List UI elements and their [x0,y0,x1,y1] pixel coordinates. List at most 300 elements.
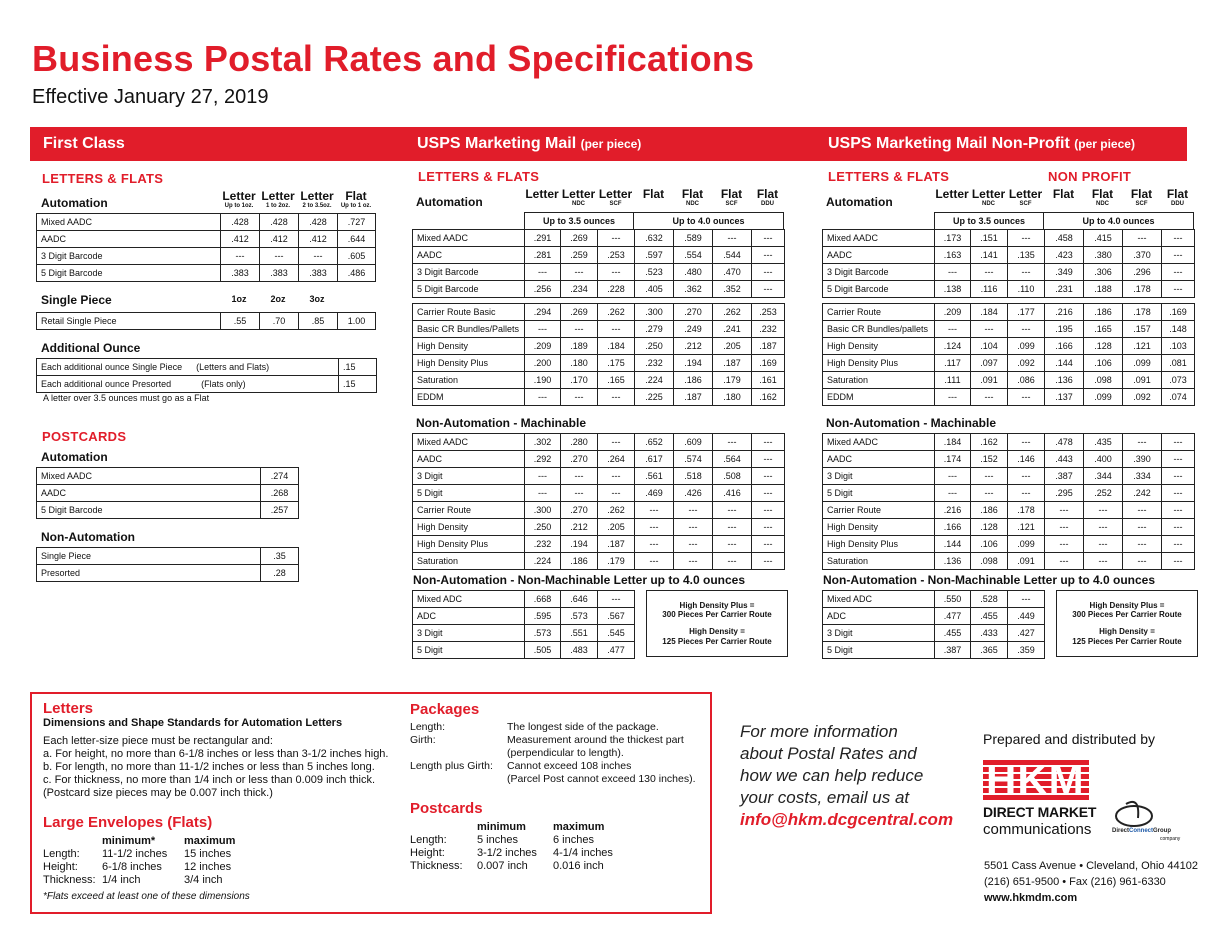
rate-cell: --- [1008,468,1045,485]
table-row [413,372,785,389]
rate-cell: --- [1045,519,1084,536]
rate-cell: .455 [935,625,971,642]
table-row [823,468,1195,485]
rate-cell: .362 [674,281,713,298]
row-label: Mixed AADC [37,468,261,485]
rate-cell: .426 [674,485,713,502]
row-label: 3 Digit Barcode [37,248,221,265]
table-row [413,281,785,298]
rate-cell: .291 [525,230,561,247]
row-label: Retail Single Piece [37,313,221,330]
table-row [823,247,1195,264]
rate-cell: .098 [1084,372,1123,389]
dcg-logo-icon [1104,796,1194,842]
rate-cell: --- [598,264,635,281]
rate-cell: .550 [935,591,971,608]
rate-cell: .216 [1045,304,1084,321]
rate-cell: .186 [674,372,713,389]
rate-cell: --- [1123,230,1162,247]
table-row [823,389,1195,406]
phone-fax: (216) 651-9500 • Fax (216) 961-6330 [984,876,1166,888]
rate-cell: .387 [935,642,971,659]
rate-cell: --- [674,536,713,553]
row-label: High Density Plus [823,355,935,372]
rate-cell: .200 [525,355,561,372]
rate-cell: --- [935,321,971,338]
fc-additional-ounce-table [36,358,377,393]
rate-cell: .443 [1045,451,1084,468]
rate-cell: .508 [713,468,752,485]
rate-cell: --- [752,281,785,298]
rate-cell: --- [713,536,752,553]
rate-cell: --- [525,485,561,502]
rate-cell: .232 [752,321,785,338]
rate-cell: .225 [635,389,674,406]
table-row [823,321,1195,338]
rate-cell: .55 [221,313,260,330]
rate-cell: .212 [674,338,713,355]
row-label: 3 Digit [413,625,525,642]
weight-header: 2oz [270,294,286,304]
rate-cell: --- [525,389,561,406]
rate-cell: .300 [635,304,674,321]
row-label: Each additional ounce Presorted (Flats only) [37,376,339,393]
np-automation-table [822,229,1195,298]
rate-cell: .179 [598,553,635,570]
rate-cell: .296 [1123,264,1162,281]
rate-cell: .194 [561,536,598,553]
weight-header: 1oz [231,294,247,304]
column-header: Flat DDU [756,187,779,207]
rate-cell: .270 [561,502,598,519]
column-header: Letter [525,187,559,201]
fc-automation-table [36,213,376,282]
rate-cell: .652 [635,434,674,451]
row-label: Saturation [413,553,525,570]
rate-cell: .092 [1123,389,1162,406]
rate-cell: .152 [971,451,1008,468]
rate-cell: .544 [713,247,752,264]
rate-cell: --- [598,591,635,608]
table-row [823,230,1195,247]
rate-cell: .092 [1008,355,1045,372]
rate-cell: .551 [561,625,598,642]
rate-cell: --- [1162,468,1195,485]
rate-cell: .250 [635,338,674,355]
rate-cell: .428 [260,214,299,231]
rate-cell: .564 [713,451,752,468]
rate-cell: .174 [935,451,971,468]
dcg-logo-text: DirectConnectGroup [1112,828,1172,834]
row-label: AADC [37,485,261,502]
row-label: Mixed ADC [823,591,935,608]
table-row [823,338,1195,355]
letters-flats-heading: LETTERS & FLATS [418,169,540,184]
row-label: High Density [413,338,525,355]
rate-cell: .175 [598,355,635,372]
rate-cell: .128 [1084,338,1123,355]
rate-cell: --- [1008,264,1045,281]
row-label: EDDM [413,389,525,406]
letters-heading: Letters [43,700,94,717]
rate-cell: .545 [598,625,635,642]
row-label: 3 Digit [823,625,935,642]
rate-cell: .189 [561,338,598,355]
rate-cell: .268 [261,485,299,502]
row-label: 5 Digit Barcode [413,281,525,298]
column-header: Flat DDU [1166,187,1189,207]
rate-cell: .098 [971,553,1008,570]
rate-cell: .609 [674,434,713,451]
rate-cell: .169 [752,355,785,372]
rate-cell: .523 [635,264,674,281]
rate-cell: .180 [713,389,752,406]
rate-cell: .074 [1162,389,1195,406]
row-label: AADC [37,231,221,248]
rate-cell: --- [1008,434,1045,451]
single-piece-heading: Single Piece [41,293,112,307]
rate-cell: .427 [1008,625,1045,642]
np-non-machinable-table [822,590,1045,659]
rate-cell: .209 [525,338,561,355]
rate-cell: .269 [561,230,598,247]
rate-cell: .435 [1084,434,1123,451]
rate-cell: .412 [221,231,260,248]
rate-cell: .212 [561,519,598,536]
effective-date: Effective January 27, 2019 [32,86,269,108]
rate-cell: .455 [971,608,1008,625]
row-label: High Density Plus [413,536,525,553]
rate-cell: .099 [1008,338,1045,355]
rate-cell: .253 [752,304,785,321]
rate-cell: .281 [525,247,561,264]
rate-cell: .162 [971,434,1008,451]
rate-cell: .165 [1084,321,1123,338]
rate-cell: .136 [935,553,971,570]
hkm-logo-text: HKM [986,756,1085,803]
rate-cell: .415 [1084,230,1123,247]
rate-cell: .390 [1123,451,1162,468]
rate-cell: .405 [635,281,674,298]
table-row [823,451,1195,468]
rate-cell: --- [752,468,785,485]
rate-cell: --- [1162,230,1195,247]
table-row [37,485,299,502]
column-header: Flat [1052,187,1075,201]
band-marketing-mail: USPS Marketing Mail (per piece) [417,135,642,152]
table-row [413,591,635,608]
rate-cell: .138 [935,281,971,298]
rate-cell: --- [1084,502,1123,519]
column-header: Flat Up to 1 oz. [340,189,372,209]
rate-cell: --- [1123,519,1162,536]
rate-cell: .186 [1084,304,1123,321]
rate-cell: .111 [935,372,971,389]
rate-cell: .241 [713,321,752,338]
table-row [413,625,635,642]
rate-cell: --- [752,247,785,264]
fc-single-piece-table [36,312,376,330]
rate-cell: .179 [713,372,752,389]
np-carrier-route-table [822,303,1195,406]
rate-cell: .195 [1045,321,1084,338]
rate-cell: .458 [1045,230,1084,247]
rate-cell: --- [752,230,785,247]
letters-flats-heading: LETTERS & FLATS [828,169,950,184]
table-row [413,338,785,355]
rate-cell: .383 [299,265,338,282]
rate-cell: --- [1162,434,1195,451]
rate-cell: .187 [674,389,713,406]
row-label: 3 Digit [413,468,525,485]
rate-cell: .136 [1045,372,1084,389]
table-row [37,468,299,485]
rate-cell: --- [635,502,674,519]
table-row [413,608,635,625]
mm-non-machinable-table [412,590,635,659]
ounce-header: Up to 3.5 ounces Up to 4.0 ounces [524,212,784,229]
rate-cell: .605 [338,248,376,265]
fc-postcards-automation-table [36,467,299,519]
rate-cell: --- [752,451,785,468]
rate-cell: .086 [1008,372,1045,389]
table-row [37,376,377,393]
rate-cell: .173 [935,230,971,247]
rate-cell: .567 [598,608,635,625]
row-label: Each additional ounce Single Piece (Letters and Flats) [37,359,339,376]
rate-cell: .262 [713,304,752,321]
rate-cell: .099 [1008,536,1045,553]
rate-cell: --- [598,468,635,485]
rate-cell: --- [1162,264,1195,281]
row-label: Mixed AADC [413,230,525,247]
rate-cell: --- [935,264,971,281]
rate-cell: .264 [598,451,635,468]
table-row [413,468,785,485]
rate-cell: --- [674,502,713,519]
table-row [823,519,1195,536]
rate-cell: --- [1045,553,1084,570]
rate-cell: .416 [713,485,752,502]
rate-cell: --- [598,485,635,502]
rate-cell: .234 [561,281,598,298]
rate-cell: --- [635,536,674,553]
rate-cell: .224 [635,372,674,389]
rate-cell: --- [752,553,785,570]
rate-cell: .117 [935,355,971,372]
rate-cell: .116 [971,281,1008,298]
rate-cell: .85 [299,313,338,330]
table-row [37,502,299,519]
rate-cell: .412 [299,231,338,248]
rate-cell: --- [935,485,971,502]
rate-cell: .349 [1045,264,1084,281]
row-label: Carrier Route [823,502,935,519]
rate-cell: .124 [935,338,971,355]
non-automation-heading: Non-Automation [41,530,135,544]
rate-cell: .103 [1162,338,1195,355]
rate-cell: .727 [338,214,376,231]
rate-cell: .270 [674,304,713,321]
rate-cell: --- [713,230,752,247]
band-non-profit: USPS Marketing Mail Non-Profit (per piece) [828,135,1135,152]
rate-cell: --- [1084,536,1123,553]
postcards-spec-table: minimum maximum Length: 5 inches 6 inches Height: 3-1/2 inches 4-1/4 inches Thickness: 0.007 inch 0.016 inch [410,821,613,872]
rate-cell: .469 [635,485,674,502]
rate-cell: .166 [935,519,971,536]
table-row [823,304,1195,321]
rate-cell: --- [1123,553,1162,570]
rate-cell: .091 [971,372,1008,389]
row-label: Single Piece [37,548,261,565]
rate-cell: .178 [1008,502,1045,519]
rate-cell: .617 [635,451,674,468]
rate-cell: .242 [1123,485,1162,502]
rate-cell: --- [561,264,598,281]
table-row [413,485,785,502]
rate-cell: .668 [525,591,561,608]
dcg-logo-company: company [1160,836,1181,842]
row-label: Mixed AADC [413,434,525,451]
column-header: Letter SCF [598,187,633,207]
rate-cell: --- [561,389,598,406]
row-label: 5 Digit [413,485,525,502]
rate-cell: --- [561,485,598,502]
rate-cell: .646 [561,591,598,608]
automation-heading: Automation [41,196,108,210]
column-header: Letter Up to 1oz. [222,189,256,209]
row-label: 5 Digit Barcode [37,265,221,282]
rate-cell: .099 [1123,355,1162,372]
rate-cell: --- [1008,321,1045,338]
np-density-note: High Density Plus = 300 Pieces Per Carrier Route High Density = 125 Pieces Per Carrier Route [1056,590,1198,657]
rate-cell: .209 [935,304,971,321]
row-label: AADC [413,247,525,264]
rate-cell: --- [1162,247,1195,264]
rate-cell: .097 [971,355,1008,372]
rate-cell: .257 [261,502,299,519]
rate-cell: .597 [635,247,674,264]
website-link[interactable]: www.hkmdm.com [984,892,1078,904]
rate-cell: .295 [1045,485,1084,502]
rate-cell: --- [1084,553,1123,570]
rate-cell: --- [971,485,1008,502]
rate-cell: --- [561,468,598,485]
rate-cell: .232 [525,536,561,553]
rate-cell: --- [1162,519,1195,536]
rate-cell: --- [713,519,752,536]
rate-cell: .157 [1123,321,1162,338]
rate-cell: --- [1008,389,1045,406]
large-envelopes-table: minimum* maximum Length: 11-1/2 inches 15 inches Height: 6-1/8 inches 12 inches Thickness: 1/4 inch 3/4 inch [43,835,236,886]
row-label: 3 Digit Barcode [413,264,525,281]
rate-cell: .151 [971,230,1008,247]
address: 5501 Cass Avenue • Cleveland, Ohio 44102 [984,860,1199,872]
rate-cell: --- [299,248,338,265]
row-label: High Density [823,519,935,536]
column-header: Letter 2 to 3.5oz. [300,189,334,209]
rate-cell: .224 [525,553,561,570]
rate-cell: .470 [713,264,752,281]
row-label: High Density Plus [413,355,525,372]
table-row [413,434,785,451]
row-label: 5 Digit Barcode [37,502,261,519]
rate-cell: .644 [338,231,376,248]
rate-cell: .256 [525,281,561,298]
row-label: High Density [823,338,935,355]
rate-cell: .121 [1123,338,1162,355]
contact-email-link[interactable]: info@hkm.dcgcentral.com [740,810,954,829]
rate-cell: --- [1123,434,1162,451]
row-label: AADC [823,247,935,264]
rate-cell: .292 [525,451,561,468]
rate-cell: --- [1008,591,1045,608]
row-label: High Density [413,519,525,536]
rate-cell: .428 [221,214,260,231]
rate-cell: .589 [674,230,713,247]
non-machinable-heading: Non-Automation - Non-Machinable Letter up to 4.0 ounces [823,573,1156,587]
row-label: Mixed AADC [823,230,935,247]
rate-cell: .300 [525,502,561,519]
rate-cell: .250 [525,519,561,536]
rate-cell: .574 [674,451,713,468]
automation-heading: Automation [416,195,483,209]
rate-cell: .433 [971,625,1008,642]
row-label: ADC [413,608,525,625]
rate-cell: .306 [1084,264,1123,281]
rate-cell: .188 [1084,281,1123,298]
rate-cell: --- [1162,451,1195,468]
rate-cell: .269 [561,304,598,321]
rate-cell: .573 [561,608,598,625]
rate-cell: .249 [674,321,713,338]
rate-cell: .477 [598,642,635,659]
row-label: Saturation [823,372,935,389]
rate-cell: --- [1162,536,1195,553]
rate-cell: --- [1045,502,1084,519]
rate-cell: --- [752,264,785,281]
rate-cell: .400 [1084,451,1123,468]
column-header: Letter 1 to 2oz. [261,189,295,209]
table-row [823,625,1045,642]
rate-cell: .70 [260,313,299,330]
row-label: Presorted [37,565,261,582]
row-label: Saturation [823,553,935,570]
rate-cell: .137 [1045,389,1084,406]
table-row [37,265,376,282]
rate-cell: .177 [1008,304,1045,321]
row-label: AADC [823,451,935,468]
mm-automation-table [412,229,785,298]
rate-cell: .178 [1123,304,1162,321]
rate-cell: .387 [1045,468,1084,485]
rate-cell: --- [752,536,785,553]
rate-cell: .104 [971,338,1008,355]
page-title: Business Postal Rates and Specifications [32,38,755,79]
rate-cell: .190 [525,372,561,389]
rate-cell: --- [1008,230,1045,247]
rate-cell: .091 [1008,553,1045,570]
rate-cell: .632 [635,230,674,247]
table-row [823,536,1195,553]
table-row [823,485,1195,502]
rate-cell: .141 [971,247,1008,264]
rate-cell: .383 [221,265,260,282]
rate-cell: .144 [1045,355,1084,372]
rate-cell: .334 [1123,468,1162,485]
column-header: Letter NDC [971,187,1006,207]
rate-cell: .163 [935,247,971,264]
